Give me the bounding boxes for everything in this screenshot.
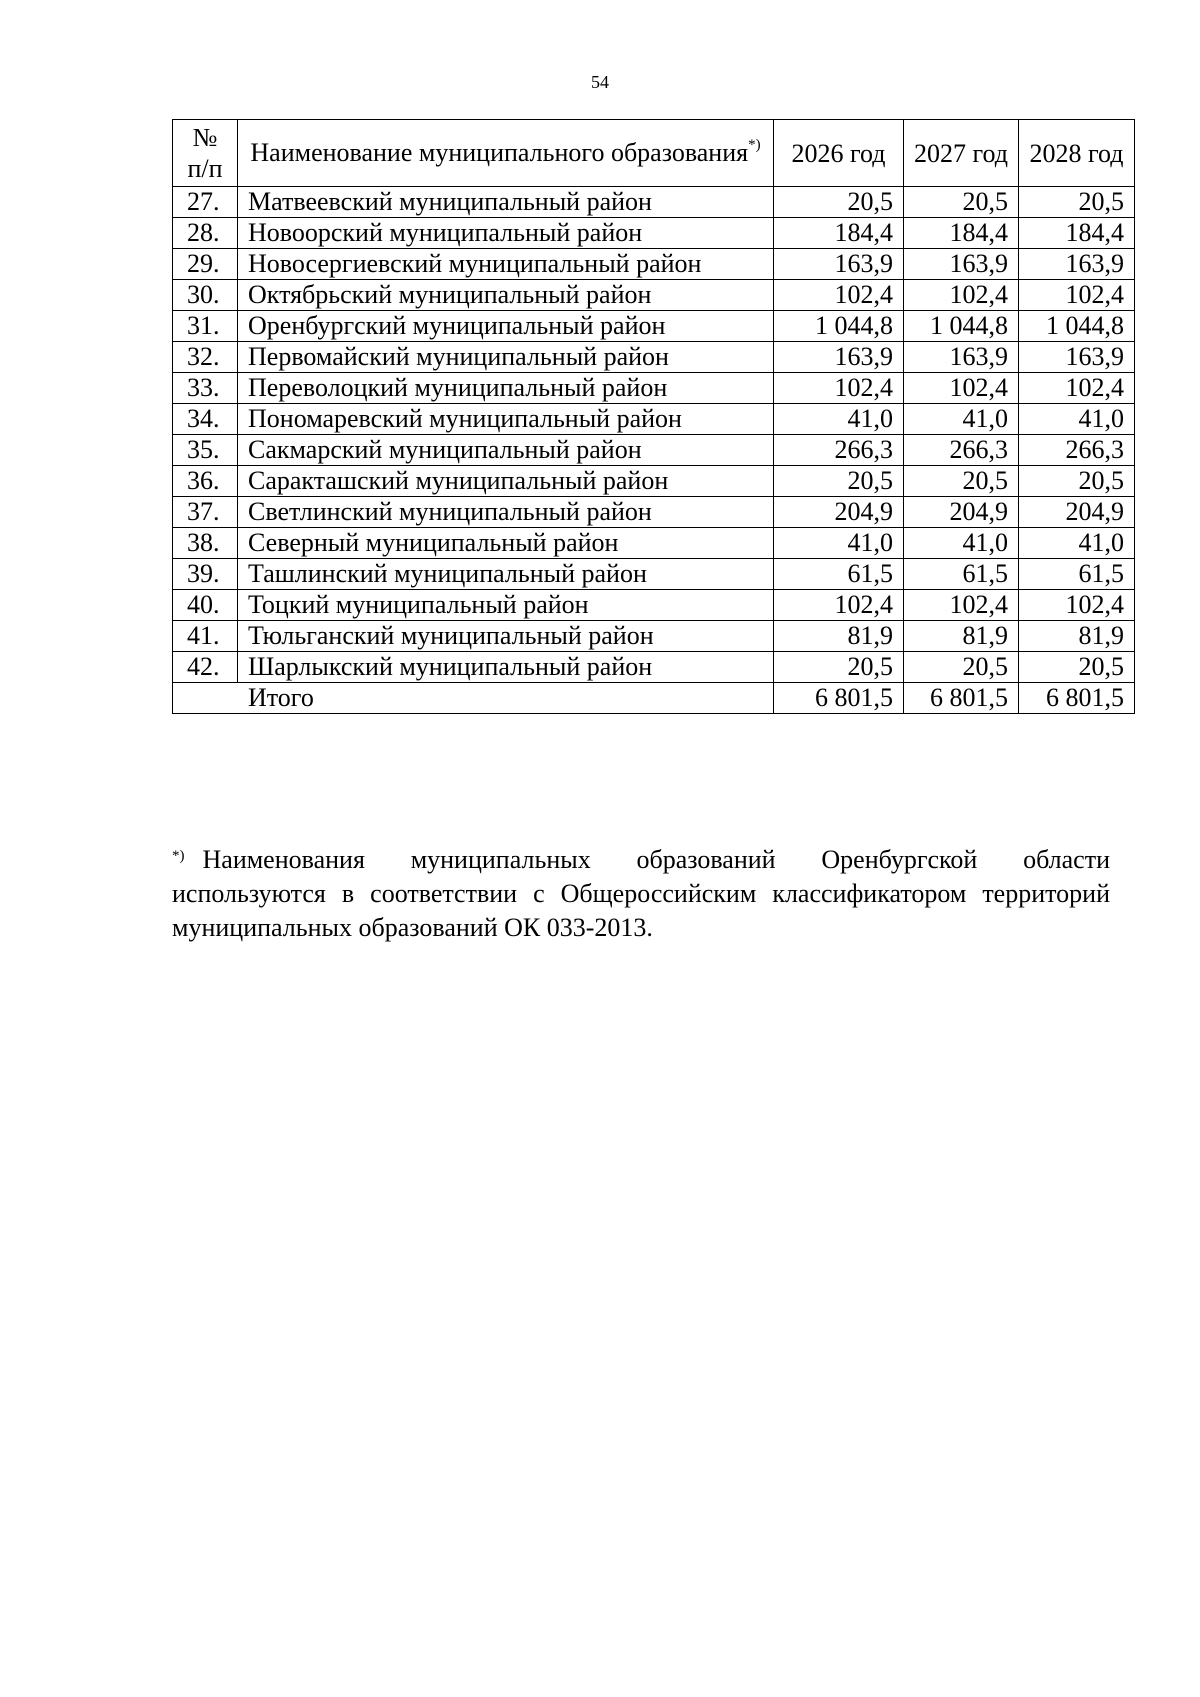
value-2026: 102,4 (774, 590, 904, 621)
row-number: 39. (173, 559, 238, 590)
value-2028: 41,0 (1019, 528, 1135, 559)
value-2027: 102,4 (904, 280, 1019, 311)
header-2026: 2026 год (774, 120, 904, 187)
row-number: 30. (173, 280, 238, 311)
header-2027: 2027 год (904, 120, 1019, 187)
value-2026: 266,3 (774, 435, 904, 466)
municipality-name: Северный муниципальный район (238, 528, 774, 559)
value-2028: 204,9 (1019, 497, 1135, 528)
value-2026: 184,4 (774, 218, 904, 249)
value-2026: 102,4 (774, 280, 904, 311)
value-2026: 163,9 (774, 249, 904, 280)
municipality-name: Матвеевский муниципальный район (238, 187, 774, 218)
table-row (173, 218, 1135, 249)
value-2027: 20,5 (904, 652, 1019, 683)
municipality-name: Сакмарский муниципальный район (238, 435, 774, 466)
row-number: 35. (173, 435, 238, 466)
header-row (173, 120, 1135, 187)
table-row (173, 466, 1135, 497)
municipality-name: Оренбургский муниципальный район (238, 311, 774, 342)
value-2027: 204,9 (904, 497, 1019, 528)
table-row (173, 342, 1135, 373)
value-2027: 163,9 (904, 249, 1019, 280)
value-2026: 20,5 (774, 187, 904, 218)
value-2028: 163,9 (1019, 249, 1135, 280)
row-number: 38. (173, 528, 238, 559)
value-2028: 20,5 (1019, 652, 1135, 683)
value-2028: 102,4 (1019, 373, 1135, 404)
value-2027: 41,0 (904, 528, 1019, 559)
row-number: 33. (173, 373, 238, 404)
value-2027: 1 044,8 (904, 311, 1019, 342)
value-2028: 20,5 (1019, 466, 1135, 497)
table-row (173, 497, 1135, 528)
municipality-name: Светлинский муниципальный район (238, 497, 774, 528)
value-2027: 266,3 (904, 435, 1019, 466)
value-2028: 163,9 (1019, 342, 1135, 373)
value-2028: 184,4 (1019, 218, 1135, 249)
table-row (173, 559, 1135, 590)
row-number: 29. (173, 249, 238, 280)
table-row (173, 280, 1135, 311)
value-2026: 20,5 (774, 652, 904, 683)
table-row (173, 249, 1135, 280)
value-2028: 20,5 (1019, 187, 1135, 218)
value-2027: 81,9 (904, 621, 1019, 652)
value-2027: 20,5 (904, 466, 1019, 497)
value-2026: 204,9 (774, 497, 904, 528)
value-2026: 102,4 (774, 373, 904, 404)
municipality-name: Новосергиевский муниципальный район (238, 249, 774, 280)
row-number: 36. (173, 466, 238, 497)
header-num: № п/п (173, 120, 238, 187)
value-2027: 102,4 (904, 373, 1019, 404)
table-row (173, 652, 1135, 683)
footnote (172, 843, 1110, 945)
row-number: 34. (173, 404, 238, 435)
value-2027: 41,0 (904, 404, 1019, 435)
row-number: 42. (173, 652, 238, 683)
municipality-name: Шарлыкский муниципальный район (238, 652, 774, 683)
value-2028: 266,3 (1019, 435, 1135, 466)
row-number: 28. (173, 218, 238, 249)
value-2026: 81,9 (774, 621, 904, 652)
value-2026: 163,9 (774, 342, 904, 373)
municipality-name: Первомайский муниципальный район (238, 342, 774, 373)
row-number: 32. (173, 342, 238, 373)
municipality-name: Тюльганский муниципальный район (238, 621, 774, 652)
table-row (173, 311, 1135, 342)
value-2026: 41,0 (774, 404, 904, 435)
value-2028: 1 044,8 (1019, 311, 1135, 342)
row-number: 37. (173, 497, 238, 528)
value-2027: 163,9 (904, 342, 1019, 373)
table-row (173, 590, 1135, 621)
value-2027: 61,5 (904, 559, 1019, 590)
table-row (173, 187, 1135, 218)
table-row (173, 373, 1135, 404)
value-2027: 184,4 (904, 218, 1019, 249)
municipality-name: Саракташский муниципальный район (238, 466, 774, 497)
table-row (173, 528, 1135, 559)
municipality-name: Пономаревский муниципальный район (238, 404, 774, 435)
table-body (173, 187, 1135, 714)
municipality-name: Октябрьский муниципальный район (238, 280, 774, 311)
page-number: 54 (591, 72, 609, 92)
header-name-text: Наименование муниципального образования (250, 138, 749, 167)
value-2028: 61,5 (1019, 559, 1135, 590)
table-row (173, 404, 1135, 435)
header-2028: 2028 год (1019, 120, 1135, 187)
value-2026: 41,0 (774, 528, 904, 559)
row-number: 40. (173, 590, 238, 621)
table-header (173, 120, 1135, 187)
table-row (173, 621, 1135, 652)
header-name-mark: *) (748, 137, 761, 154)
municipality-name: Новоорский муниципальный район (238, 218, 774, 249)
value-2027: 20,5 (904, 187, 1019, 218)
value-2028: 41,0 (1019, 404, 1135, 435)
allocation-table (172, 119, 1135, 714)
row-number: 41. (173, 621, 238, 652)
value-2028: 102,4 (1019, 590, 1135, 621)
value-2026: 1 044,8 (774, 311, 904, 342)
header-name (238, 120, 774, 187)
total-2026: 6 801,5 (774, 683, 904, 714)
row-number: 27. (173, 187, 238, 218)
municipality-name: Тоцкий муниципальный район (238, 590, 774, 621)
value-2026: 20,5 (774, 466, 904, 497)
total-2028: 6 801,5 (1019, 683, 1135, 714)
row-number: 31. (173, 311, 238, 342)
total-2027: 6 801,5 (904, 683, 1019, 714)
footnote-text: Наименования муниципальных образований Оренбургской области используются в соответствии с Общероссийским классификатором территорий муниципальных образований ОК 033-2013. (172, 845, 1110, 942)
municipality-name: Переволоцкий муниципальный район (238, 373, 774, 404)
total-row (173, 683, 1135, 714)
table-row (173, 435, 1135, 466)
municipality-name: Ташлинский муниципальный район (238, 559, 774, 590)
value-2026: 61,5 (774, 559, 904, 590)
total-label: Итого (173, 683, 774, 714)
footnote-mark: *) (172, 848, 185, 864)
value-2027: 102,4 (904, 590, 1019, 621)
value-2028: 81,9 (1019, 621, 1135, 652)
value-2028: 102,4 (1019, 280, 1135, 311)
